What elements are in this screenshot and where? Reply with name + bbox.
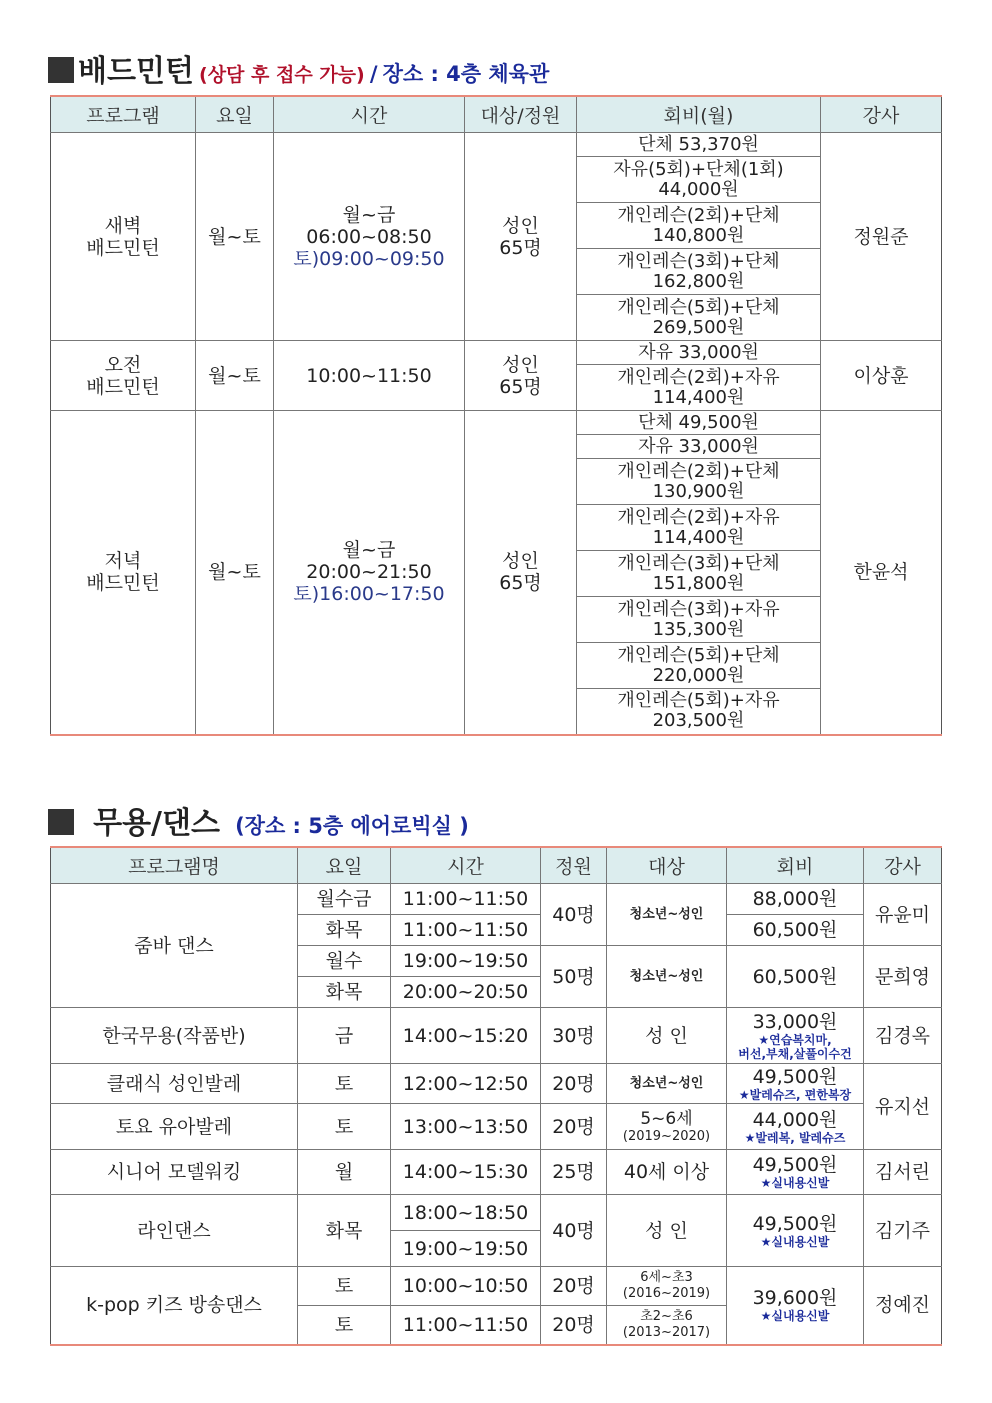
line-fee: 49,500원 xyxy=(752,1212,838,1235)
fee-cell-line: 단체 53,370원 xyxy=(638,133,759,155)
badminton-slash: / xyxy=(369,62,378,86)
header-time: 시간 xyxy=(274,96,465,133)
header-time: 시간 xyxy=(391,847,541,884)
fee-cell-line: 220,000원 xyxy=(652,664,745,686)
time-cell-line: 10:00~11:50 xyxy=(306,364,432,387)
program-cell-line: 배드민턴 xyxy=(86,236,160,259)
table-row xyxy=(51,133,942,157)
time-cell-line: 월~금 xyxy=(342,203,396,226)
kpop-fee: 39,600원 xyxy=(752,1287,838,1310)
senior-instructor: 김서린 xyxy=(864,1150,942,1195)
kpop-instructor: 정예진 xyxy=(864,1267,942,1345)
zumba-instructor-1: 유윤미 xyxy=(864,884,942,946)
fee-cell xyxy=(577,249,821,295)
kpop-target-1-years: (2016~2019) xyxy=(622,1286,711,1301)
senior-capacity: 25명 xyxy=(541,1150,607,1195)
zumba-time-1: 11:00~11:50 xyxy=(391,884,541,915)
kpop-note: ★실내용신발 xyxy=(760,1309,830,1324)
target-cell-line: 65명 xyxy=(499,236,542,259)
zumba-instructor-2: 문희영 xyxy=(864,946,942,1008)
line-day: 화목 xyxy=(298,1195,391,1267)
header-program-name: 프로그램명 xyxy=(51,847,298,884)
fee-cell xyxy=(577,157,821,203)
table-row xyxy=(51,341,942,365)
zumba-target-1: 청소년~성인 xyxy=(607,884,727,946)
table-row xyxy=(51,1064,942,1104)
day-cell: 월~토 xyxy=(196,341,274,411)
program-cell-line: 저녁 xyxy=(104,550,142,573)
header-day: 요일 xyxy=(298,847,391,884)
fee-cell-line: 개인레슨(5회)+자유 xyxy=(617,690,780,712)
korean-note-1: ★연습복치마, xyxy=(758,1032,832,1047)
fee-cell xyxy=(577,459,821,505)
fee-cell-line: 135,300원 xyxy=(652,618,745,640)
korean-day: 금 xyxy=(298,1008,391,1064)
header-day: 요일 xyxy=(196,96,274,133)
target-cell xyxy=(465,341,577,411)
kids-day: 토 xyxy=(298,1104,391,1150)
day-cell: 월~토 xyxy=(196,133,274,341)
time-cell xyxy=(274,341,465,411)
kids-note: ★발레복, 발레슈즈 xyxy=(744,1130,846,1145)
line-time-2: 19:00~19:50 xyxy=(391,1231,541,1267)
fee-cell-line: 자유(5회)+단체(1회) xyxy=(613,158,784,180)
program-cell-line: 새벽 xyxy=(104,214,142,237)
table-row xyxy=(51,1150,942,1195)
kids-target-years: (2019~2020) xyxy=(622,1128,711,1144)
fee-cell-line: 162,800원 xyxy=(652,270,745,292)
classic-fee: 49,500원 xyxy=(752,1065,838,1088)
fee-cell xyxy=(577,341,821,365)
zumba-capacity-1: 40명 xyxy=(541,884,607,946)
saturday-time: 토)16:00~17:50 xyxy=(293,583,445,606)
fee-cell-line: 개인레슨(5회)+단체 xyxy=(617,296,780,318)
kids-capacity: 20명 xyxy=(541,1104,607,1150)
zumba-fee-1: 88,000원 xyxy=(727,884,864,915)
classic-target: 청소년~성인 xyxy=(607,1064,727,1104)
kpop-time-1: 10:00~10:50 xyxy=(391,1267,541,1306)
badminton-table xyxy=(50,95,942,736)
fee-cell xyxy=(577,365,821,411)
target-cell-line: 65명 xyxy=(499,375,542,398)
line-time-1: 18:00~18:50 xyxy=(391,1195,541,1231)
korean-time: 14:00~15:20 xyxy=(391,1008,541,1064)
header-fee: 회비(월) xyxy=(577,96,821,133)
instructor-cell: 이상훈 xyxy=(821,341,942,411)
kids-target-cell xyxy=(607,1104,727,1150)
dance-place: (장소 : 5층 에어로빅실 ) xyxy=(235,814,469,838)
zumba-target-2: 청소년~성인 xyxy=(607,946,727,1008)
badminton-section-title xyxy=(48,46,549,90)
senior-day: 월 xyxy=(298,1150,391,1195)
fee-cell-line: 203,500원 xyxy=(652,710,745,732)
kids-fee-cell xyxy=(727,1104,864,1150)
korean-program: 한국무용(작품반) xyxy=(51,1008,298,1064)
program-cell-line: 오전 xyxy=(104,353,142,376)
line-capacity: 40명 xyxy=(541,1195,607,1267)
fee-cell-line: 개인레슨(3회)+단체 xyxy=(617,552,780,574)
fee-cell xyxy=(577,435,821,459)
target-cell-line: 성인 xyxy=(502,353,539,376)
line-instructor: 김기주 xyxy=(864,1195,942,1267)
badminton-title: 배드민턴 xyxy=(78,54,194,89)
zumba-capacity-2: 50명 xyxy=(541,946,607,1008)
senior-note: ★실내용신발 xyxy=(760,1176,830,1190)
kids-time: 13:00~13:50 xyxy=(391,1104,541,1150)
kpop-capacity-2: 20명 xyxy=(541,1306,607,1345)
zumba-day-3: 월수 xyxy=(298,946,391,977)
kpop-target-2-years: (2013~2017) xyxy=(622,1324,711,1340)
time-cell-line: 20:00~21:50 xyxy=(306,561,432,584)
fee-cell-line: 자유 33,000원 xyxy=(638,435,759,457)
fee-cell-line: 44,000원 xyxy=(658,178,739,200)
target-cell-line: 65명 xyxy=(499,572,542,595)
fee-cell-line: 단체 49,500원 xyxy=(638,411,759,433)
fee-cell-line: 114,400원 xyxy=(652,386,745,408)
instructor-cell: 정원준 xyxy=(821,133,942,341)
korean-fee: 33,000원 xyxy=(752,1010,838,1033)
program-cell xyxy=(51,411,196,735)
dance-header-row xyxy=(51,847,942,884)
target-cell-line: 성인 xyxy=(502,550,539,573)
korean-fee-cell xyxy=(727,1008,864,1064)
classic-fee-cell xyxy=(727,1064,864,1104)
fee-cell-line: 개인레슨(2회)+단체 xyxy=(617,204,780,226)
senior-program: 시니어 모델워킹 xyxy=(51,1150,298,1195)
korean-capacity: 30명 xyxy=(541,1008,607,1064)
time-cell xyxy=(274,133,465,341)
senior-fee-cell xyxy=(727,1150,864,1195)
fee-cell-line: 자유 33,000원 xyxy=(638,341,759,363)
kids-program: 토요 유아발레 xyxy=(51,1104,298,1150)
fee-cell-line: 개인레슨(3회)+단체 xyxy=(617,250,780,272)
fee-cell xyxy=(577,551,821,597)
time-cell xyxy=(274,411,465,735)
fee-cell xyxy=(577,505,821,551)
kpop-program: k-pop 키즈 방송댄스 xyxy=(51,1267,298,1345)
kpop-capacity-1: 20명 xyxy=(541,1267,607,1306)
line-fee-cell xyxy=(727,1195,864,1267)
table-row xyxy=(51,1104,942,1150)
fee-cell xyxy=(577,597,821,643)
classic-program: 클래식 성인발레 xyxy=(51,1064,298,1104)
classic-time: 12:00~12:50 xyxy=(391,1064,541,1104)
header-fee: 회비 xyxy=(727,847,864,884)
kpop-day-2: 토 xyxy=(298,1306,391,1345)
target-cell xyxy=(465,411,577,735)
kpop-target-1-cell xyxy=(607,1267,727,1306)
kpop-target-2: 초2~초6 xyxy=(640,1308,693,1324)
fee-cell-line: 개인레슨(5회)+단체 xyxy=(617,644,780,666)
zumba-time-4: 20:00~20:50 xyxy=(391,977,541,1008)
senior-time: 14:00~15:30 xyxy=(391,1150,541,1195)
kids-target: 5~6세 xyxy=(640,1108,693,1129)
zumba-fee-2: 60,500원 xyxy=(727,915,864,946)
program-cell-line: 배드민턴 xyxy=(86,572,160,595)
korean-target: 성 인 xyxy=(607,1008,727,1064)
korean-note-2: 버선,부채,살풀이수건 xyxy=(738,1046,852,1061)
table-row xyxy=(51,1008,942,1064)
kpop-target-2-cell xyxy=(607,1306,727,1345)
fee-cell xyxy=(577,133,821,157)
korean-instructor: 김경옥 xyxy=(864,1008,942,1064)
fee-cell-line: 269,500원 xyxy=(652,316,745,338)
program-cell-line: 배드민턴 xyxy=(86,375,160,398)
target-cell-line: 성인 xyxy=(502,214,539,237)
program-cell xyxy=(51,133,196,341)
saturday-time: 토)09:00~09:50 xyxy=(293,247,445,270)
kpop-target-1: 6세~초3 xyxy=(640,1270,693,1285)
day-cell: 월~토 xyxy=(196,411,274,735)
fee-cell-line: 개인레슨(3회)+자유 xyxy=(617,598,780,620)
senior-fee: 49,500원 xyxy=(752,1154,838,1176)
kids-fee: 44,000원 xyxy=(752,1108,838,1131)
fee-cell-line: 114,400원 xyxy=(652,526,745,548)
header-target: 대상/정원 xyxy=(465,96,577,133)
fee-cell xyxy=(577,411,821,435)
fee-cell-line: 개인레슨(2회)+자유 xyxy=(617,506,780,528)
dance-table xyxy=(50,846,942,1346)
zumba-day-2: 화목 xyxy=(298,915,391,946)
square-bullet-icon xyxy=(48,57,74,83)
table-row xyxy=(51,1267,942,1306)
kpop-time-2: 11:00~11:50 xyxy=(391,1306,541,1345)
square-bullet-icon xyxy=(48,809,74,835)
classic-capacity: 20명 xyxy=(541,1064,607,1104)
zumba-time-3: 19:00~19:50 xyxy=(391,946,541,977)
line-target: 성 인 xyxy=(607,1195,727,1267)
line-note: ★실내용신발 xyxy=(760,1234,830,1249)
senior-target: 40세 이상 xyxy=(607,1150,727,1195)
dance-section-title xyxy=(48,798,469,842)
header-instructor: 강사 xyxy=(864,847,942,884)
kpop-day-1: 토 xyxy=(298,1267,391,1306)
fee-cell-line: 130,900원 xyxy=(652,480,745,502)
classic-day: 토 xyxy=(298,1064,391,1104)
line-program: 라인댄스 xyxy=(51,1195,298,1267)
zumba-day-1: 월수금 xyxy=(298,884,391,915)
fee-cell-line: 개인레슨(2회)+단체 xyxy=(617,460,780,482)
zumba-day-4: 화목 xyxy=(298,977,391,1008)
fee-cell-line: 개인레슨(2회)+자유 xyxy=(617,366,780,388)
fee-cell xyxy=(577,689,821,735)
fee-cell-line: 140,800원 xyxy=(652,224,745,246)
fee-cell xyxy=(577,295,821,341)
zumba-fee-3: 60,500원 xyxy=(727,946,864,1008)
target-cell xyxy=(465,133,577,341)
zumba-program: 줌바 댄스 xyxy=(51,884,298,1008)
program-cell xyxy=(51,341,196,411)
time-cell-line: 월~금 xyxy=(342,539,396,562)
instructor-cell: 한윤석 xyxy=(821,411,942,735)
fee-cell-line: 151,800원 xyxy=(652,572,745,594)
table-row xyxy=(51,884,942,915)
fee-cell xyxy=(577,643,821,689)
fee-cell xyxy=(577,203,821,249)
kpop-fee-cell xyxy=(727,1267,864,1345)
zumba-time-2: 11:00~11:50 xyxy=(391,915,541,946)
time-cell-line: 06:00~08:50 xyxy=(306,225,432,248)
ballet-instructor: 유지선 xyxy=(864,1064,942,1150)
badminton-consult-note: (상담 후 접수 가능) xyxy=(199,64,365,86)
badminton-place: 장소 : 4층 체육관 xyxy=(382,62,550,86)
table-row xyxy=(51,411,942,435)
dance-title: 무용/댄스 xyxy=(93,806,220,841)
badminton-header-row xyxy=(51,96,942,133)
table-row xyxy=(51,1195,942,1231)
header-program: 프로그램 xyxy=(51,96,196,133)
classic-note: ★발레슈즈, 편한복장 xyxy=(738,1087,852,1102)
header-target: 대상 xyxy=(607,847,727,884)
header-capacity: 정원 xyxy=(541,847,607,884)
header-instructor: 강사 xyxy=(821,96,942,133)
